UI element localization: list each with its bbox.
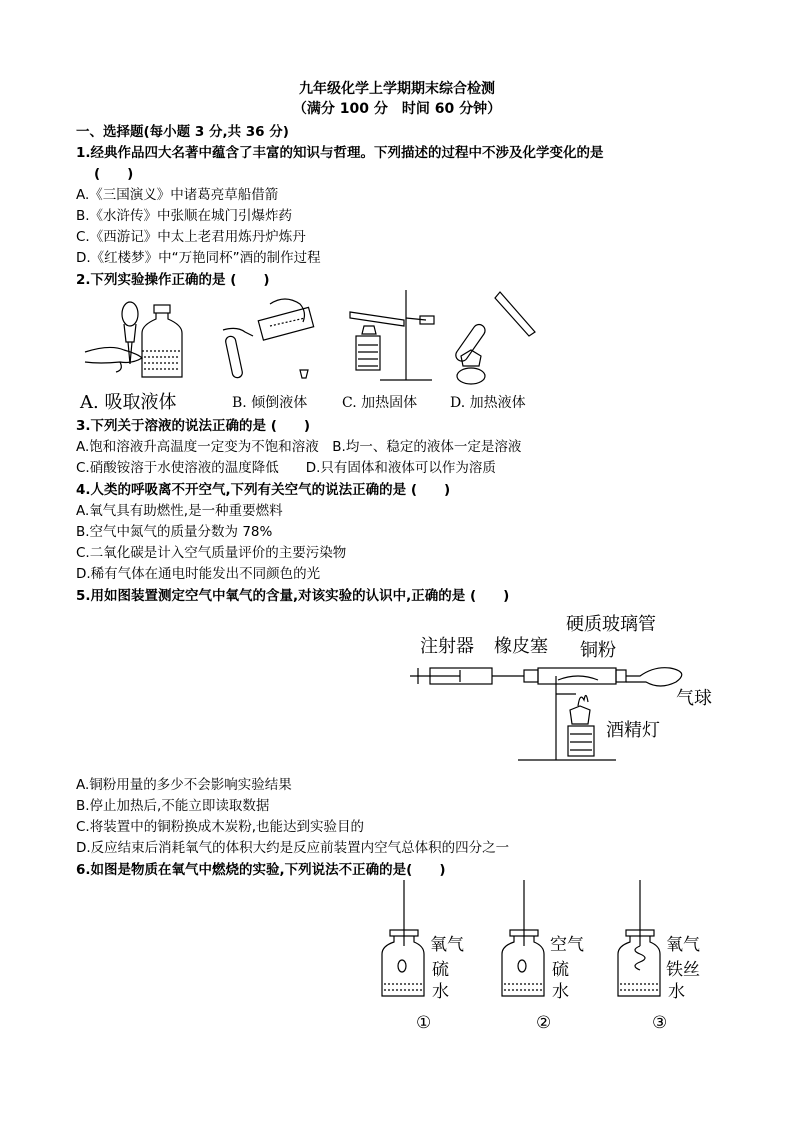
bottle-2-figure [498, 880, 548, 1000]
q5-option-a: A.铜粉用量的多少不会影响实验结果 [76, 777, 292, 793]
bottle-2-substance: 硫 [552, 960, 569, 980]
label-glass-tube: 硬质玻璃管 [566, 614, 656, 635]
pouring-figure [215, 292, 325, 387]
q1-option-a: A.《三国演义》中诸葛亮草船借箭 [76, 187, 279, 203]
bottle-1-gas: 氧气 [430, 935, 464, 955]
q2-caption-c: C. 加热固体 [342, 395, 418, 411]
label-balloon: 气球 [676, 688, 712, 709]
bottle-2-number: ② [536, 1013, 552, 1033]
q2-caption-a: A. 吸取液体 [80, 392, 177, 413]
bottle-1-liquid: 水 [432, 982, 449, 1002]
bottle-3-number: ③ [652, 1013, 668, 1033]
q5-option-b: B.停止加热后,不能立即读取数据 [76, 798, 270, 814]
q1-stem: 1.经典作品四大名著中蕴含了丰富的知识与哲理。下列描述的过程中不涉及化学变化的是 [76, 145, 604, 161]
heating-solid-figure [340, 290, 440, 385]
label-stopper: 橡皮塞 [494, 636, 548, 657]
bottle-2-liquid: 水 [552, 982, 569, 1002]
q1-option-d: D.《红楼梦》中“万艳同杯”酒的制作过程 [76, 250, 321, 266]
reagent-bottle-figure [140, 305, 190, 380]
bottle-3-substance: 铁丝 [666, 960, 700, 980]
q3-options-ab: A.饱和溶液升高温度一定变为不饱和溶液 B.均一、稳定的液体一定是溶液 [76, 439, 522, 455]
bottle-2-gas: 空气 [550, 935, 584, 955]
bottle-1-substance: 硫 [432, 960, 449, 980]
q6-stem: 6.如图是物质在氧气中燃烧的实验,下列说法不正确的是( ) [76, 862, 446, 878]
q2-stem: 2.下列实验操作正确的是 ( ) [76, 272, 270, 288]
q2-caption-b: B. 倾倒液体 [232, 395, 308, 411]
page-title: 九年级化学上学期期末综合检测 [299, 81, 495, 97]
section-heading: 一、选择题(每小题 3 分,共 36 分) [76, 124, 289, 140]
q4-option-c: C.二氧化碳是计入空气质量评价的主要污染物 [76, 545, 347, 561]
q5-option-c: C.将装置中的铜粉换成木炭粉,也能达到实验目的 [76, 819, 365, 835]
bottle-3-gas: 氧气 [666, 935, 700, 955]
bottle-1-number: ① [416, 1013, 432, 1033]
q3-options-cd: C.硝酸铵溶于水使溶液的温度降低 D.只有固体和液体可以作为溶质 [76, 460, 496, 476]
q4-stem: 4.人类的呼吸离不开空气,下列有关空气的说法正确的是 ( ) [76, 482, 451, 498]
q2-caption-d: D. 加热液体 [450, 395, 526, 411]
q5-stem: 5.用如图装置测定空气中氧气的含量,对该实验的认识中,正确的是 ( ) [76, 588, 510, 604]
bottle-1-figure [378, 880, 428, 1000]
bottle-3-figure [614, 880, 664, 1000]
label-copper: 铜粉 [580, 640, 616, 661]
q1-option-c: C.《西游记》中太上老君用炼丹炉炼丹 [76, 229, 306, 245]
q1-blank: ( ) [94, 166, 134, 182]
heating-liquid-figure [445, 292, 545, 387]
q4-option-b: B.空气中氮气的质量分数为 78% [76, 524, 273, 540]
q5-option-d: D.反应结束后消耗氧气的体积大约是反应前装置内空气总体积的四分之一 [76, 840, 510, 856]
page-subtitle: （满分 100 分 时间 60 分钟） [292, 101, 502, 117]
q4-option-d: D.稀有气体在通电时能发出不同颜色的光 [76, 566, 321, 582]
q4-option-a: A.氧气具有助燃性,是一种重要燃料 [76, 503, 283, 519]
q3-stem: 3.下列关于溶液的说法正确的是 ( ) [76, 418, 311, 434]
bottle-3-liquid: 水 [668, 982, 685, 1002]
q1-option-b: B.《水浒传》中张顺在城门引爆炸药 [76, 208, 293, 224]
label-syringe: 注射器 [420, 636, 474, 657]
label-lamp: 酒精灯 [606, 720, 660, 741]
